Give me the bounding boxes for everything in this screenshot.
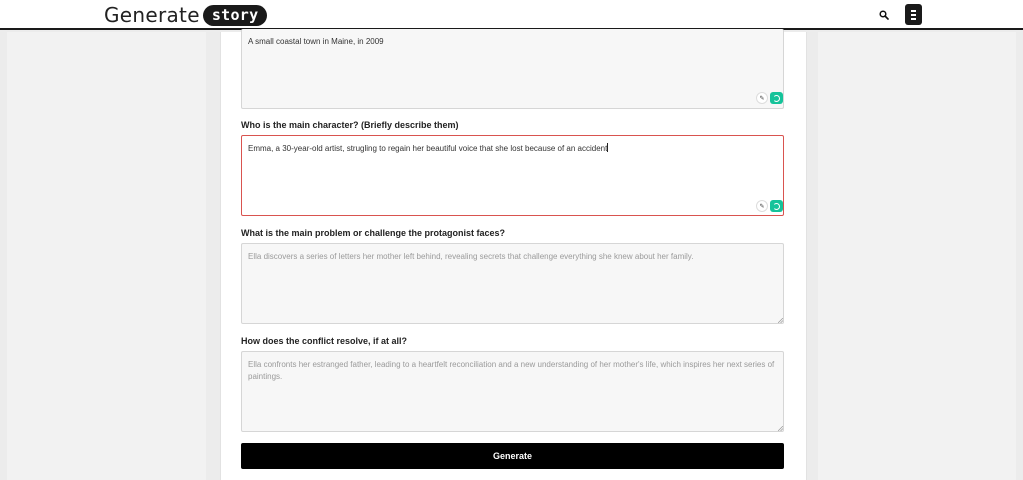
text-caret: [607, 143, 608, 152]
pencil-icon[interactable]: ✎: [756, 200, 768, 212]
character-value: Emma, a 30-year-old artist, strugling to regain her beautiful voice that she lost because of an accident: [248, 144, 608, 153]
problem-textarea[interactable]: [241, 243, 784, 324]
setting-textarea[interactable]: [241, 29, 784, 109]
problem-placeholder: Ella discovers a series of letters her mother left behind, revealing secrets that challenge everything she knew about her family.: [248, 252, 694, 261]
resolution-textarea[interactable]: [241, 351, 784, 432]
brand-logo[interactable]: [104, 3, 267, 27]
character-label: Who is the main character? (Briefly describe them): [241, 120, 459, 130]
menu-icon[interactable]: [905, 4, 922, 25]
top-navbar: [0, 0, 1023, 30]
grammarly-icon[interactable]: [770, 200, 783, 212]
pencil-icon[interactable]: ✎: [756, 92, 768, 104]
setting-value: A small coastal town in Maine, in 2009: [248, 37, 384, 46]
resolution-label: How does the conflict resolve, if at all?: [241, 336, 408, 346]
brand-pill: story: [203, 5, 268, 26]
grammarly-icon[interactable]: [770, 92, 783, 104]
character-field-tools: [756, 200, 783, 212]
resolution-placeholder: Ella confronts her estranged father, leading to a heartfelt reconciliation and a new understanding of her mother's life, which inspires her next series of paintings.: [248, 360, 775, 381]
character-textarea[interactable]: [241, 135, 784, 216]
generate-button[interactable]: Generate: [241, 443, 784, 469]
resize-handle-icon[interactable]: [778, 318, 783, 323]
brand-text: Generate: [104, 3, 200, 27]
resize-handle-icon[interactable]: [778, 426, 783, 431]
problem-label: What is the main problem or challenge the protagonist faces?: [241, 228, 506, 238]
right-sidebar-panel: [818, 32, 1016, 480]
search-icon[interactable]: [875, 6, 893, 24]
setting-field-tools: [756, 92, 783, 104]
left-sidebar-panel: [7, 32, 206, 480]
